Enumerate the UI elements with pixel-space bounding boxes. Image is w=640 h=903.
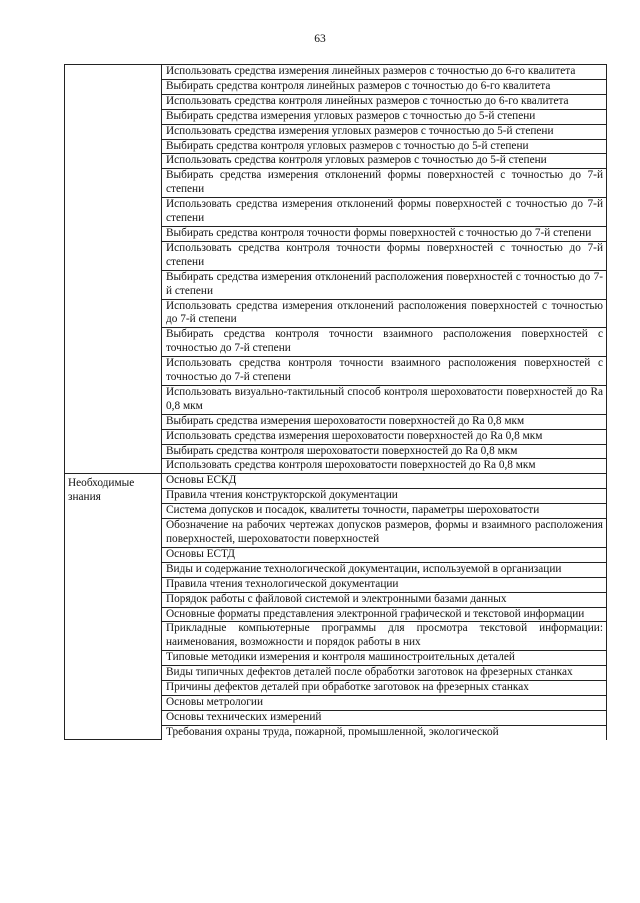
requirements-table — [64, 64, 607, 740]
table-cell: Выбирать средства контроля шероховатости поверхностей до Ra 0,8 мкм — [162, 444, 607, 459]
table-cell: Основы ЕСКД — [162, 474, 607, 489]
table-cell: Выбирать средства контроля точности формы поверхностей с точностью до 7-й степени — [162, 226, 607, 241]
table-cell: Использовать средства контроля точности взаимного расположения поверхностей с точностью до 7-й степени — [162, 357, 607, 386]
table-cell: Выбирать средства измерения отклонений расположения поверхностей с точностью до 7-й степени — [162, 270, 607, 299]
table-cell: Виды и содержание технологической документации, используемой в организации — [162, 562, 607, 577]
table-cell: Использовать визуально-тактильный способ контроля шероховатости поверхностей до Ra 0,8 мкм — [162, 385, 607, 414]
table-row — [65, 474, 607, 489]
table-cell: Использовать средства измерения угловых размеров с точностью до 5-й степени — [162, 124, 607, 139]
table-cell: Использовать средства контроля линейных размеров с точностью до 6-го квалитета — [162, 94, 607, 109]
table-cell: Причины дефектов деталей при обработке заготовок на фрезерных станках — [162, 681, 607, 696]
table-cell: Порядок работы с файловой системой и электронными базами данных — [162, 592, 607, 607]
table-cell: Основы технических измерений — [162, 710, 607, 725]
table-cell: Основы ЕСТД — [162, 547, 607, 562]
table-cell: Основы метрологии — [162, 695, 607, 710]
table-cell: Использовать средства контроля точности формы поверхностей с точностью до 7-й степени — [162, 241, 607, 270]
table-cell: Правила чтения конструкторской документации — [162, 489, 607, 504]
requirements-table-body — [65, 65, 607, 740]
table-cell: Использовать средства контроля угловых размеров с точностью до 5-й степени — [162, 154, 607, 169]
table-cell: Выбирать средства измерения отклонений формы поверхностей с точностью до 7-й степени — [162, 169, 607, 198]
table-cell: Использовать средства измерения отклонений расположения поверхностей с точностью до 7-й степени — [162, 299, 607, 328]
table-cell: Виды типичных дефектов деталей после обработки заготовок на фрезерных станках — [162, 666, 607, 681]
table-cell: Основные форматы представления электронной графической и текстовой информации — [162, 607, 607, 622]
table-row — [65, 65, 607, 80]
section-label: Необходимые знания — [65, 474, 162, 740]
table-cell: Выбирать средства контроля линейных размеров с точностью до 6-го квалитета — [162, 79, 607, 94]
table-cell: Прикладные компьютерные программы для просмотра текстовой информации: наименования, возможности и порядок работы в них — [162, 622, 607, 651]
table-cell: Обозначение на рабочих чертежах допусков размеров, формы и взаимного расположения поверхностей, шероховатости поверхностей — [162, 519, 607, 548]
page-number: 63 — [314, 33, 326, 45]
table-cell: Выбирать средства контроля точности взаимного расположения поверхностей с точностью до 7-й степени — [162, 328, 607, 357]
table-cell: Выбирать средства измерения шероховатости поверхностей до Ra 0,8 мкм — [162, 414, 607, 429]
table-cell: Использовать средства контроля шероховатости поверхностей до Ra 0,8 мкм — [162, 459, 607, 474]
table-cell: Типовые методики измерения и контроля машиностроительных деталей — [162, 651, 607, 666]
table-cell: Требования охраны труда, пожарной, промышленной, экологической — [162, 725, 607, 739]
table-cell: Использовать средства измерения шероховатости поверхностей до Ra 0,8 мкм — [162, 429, 607, 444]
table-cell: Использовать средства измерения линейных размеров с точностью до 6-го квалитета — [162, 65, 607, 80]
table-cell: Выбирать средства контроля угловых размеров с точностью до 5-й степени — [162, 139, 607, 154]
table-cell: Использовать средства измерения отклонений формы поверхностей с точностью до 7-й степени — [162, 198, 607, 227]
table-cell: Правила чтения технологической документации — [162, 577, 607, 592]
table-cell: Выбирать средства измерения угловых размеров с точностью до 5-й степени — [162, 109, 607, 124]
table-cell: Система допусков и посадок, квалитеты точности, параметры шероховатости — [162, 504, 607, 519]
section-label — [65, 65, 162, 474]
